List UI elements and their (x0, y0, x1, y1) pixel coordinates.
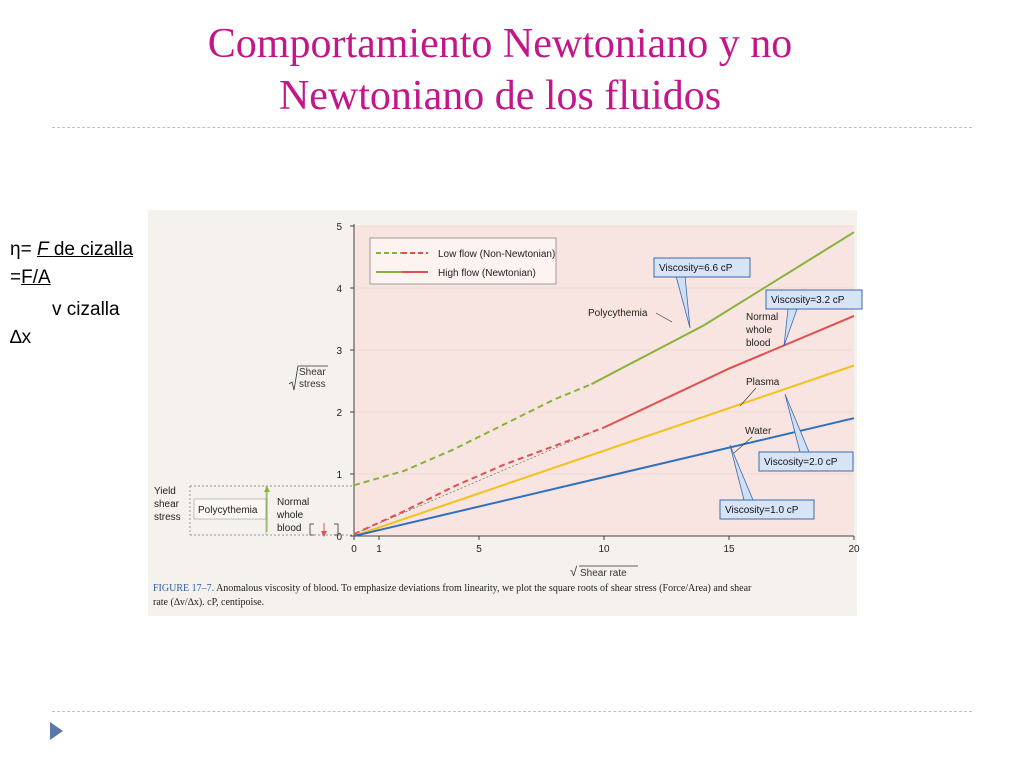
x-root-sign: √ (570, 564, 578, 579)
yield-label-yield: Yield (154, 486, 176, 497)
legend-low-flow: Low flow (Non-Newtonian) (438, 249, 556, 260)
label-normal: Normal (746, 312, 779, 323)
label-water: Water (745, 426, 772, 437)
delta-x: ∆x (10, 327, 32, 348)
y-tick-label: 4 (336, 284, 342, 295)
next-slide-arrow-icon[interactable] (50, 722, 63, 740)
y-axis-label (289, 366, 328, 390)
equals-sign: = (10, 267, 22, 288)
x-tick-label: 1 (376, 544, 382, 555)
caption-text-1: Anomalous viscosity of blood. To emphasize deviations from linearity, we plot the square roots of shear stress (Force/Area) and shear (216, 583, 752, 594)
x-label: Shear rate (580, 568, 627, 579)
figure-caption-line-1 (153, 583, 752, 594)
label-blood: blood (746, 338, 771, 349)
legend (370, 238, 556, 284)
legend-high-flow: High flow (Newtonian) (438, 268, 536, 279)
title-line-1: Comportamiento Newtoniano y no (207, 21, 793, 67)
force-over-area: F/A (21, 267, 51, 288)
yield-annotation (154, 486, 354, 535)
blood-viscosity-figure (148, 210, 860, 616)
viscosity-6-6-label: Viscosity=6.6 cP (659, 263, 733, 274)
force-symbol: F (36, 239, 49, 260)
y-tick-label: 1 (336, 470, 342, 481)
label-plasma: Plasma (746, 377, 780, 388)
yield-label-shear: shear (154, 499, 180, 510)
label-polycythemia: Polycythemia (588, 308, 648, 319)
viscosity-1-0-label: Viscosity=1.0 cP (725, 505, 799, 516)
yield-blood: blood (277, 523, 302, 534)
x-axis-label (570, 564, 638, 579)
x-tick-label: 0 (351, 544, 357, 555)
y-label-shear: Shear (299, 367, 326, 378)
yield-poly-arrowhead (264, 486, 270, 492)
label-whole: whole (746, 325, 773, 336)
y-tick-label: 5 (336, 222, 342, 233)
numerator-de-cizalla: de cizalla (53, 239, 134, 260)
yield-normal: Normal (277, 497, 310, 508)
y-label-stress: stress (299, 379, 326, 390)
numerator-shear-force (37, 239, 133, 260)
footer-divider (52, 711, 972, 712)
y-tick-label: 3 (336, 346, 342, 357)
title-divider (52, 127, 972, 128)
viscosity-2-0-label: Viscosity=2.0 cP (764, 457, 838, 468)
viscosity-3-2-label: Viscosity=3.2 cP (771, 295, 845, 306)
yield-polycythemia: Polycythemia (198, 505, 258, 516)
yield-bracket-left (310, 524, 314, 535)
figure-caption-line-2: rate (∆v/∆x). cP, centipoise. (153, 597, 265, 608)
denominator-v-cizalla: v cizalla (52, 299, 120, 320)
x-tick-label: 10 (598, 544, 610, 555)
eta-symbol: η= (10, 239, 32, 260)
yield-label-stress: stress (154, 512, 181, 523)
chart-svg (148, 210, 860, 616)
caption-figure-number: FIGURE 17–7. (153, 583, 215, 594)
y-tick-label: 2 (336, 408, 342, 419)
yield-whole: whole (277, 510, 304, 521)
y-tick-label: 0 (336, 532, 342, 543)
title-line-2: Newtoniano de los fluidos (278, 73, 722, 119)
slide-title (60, 18, 940, 122)
x-tick-label: 20 (848, 544, 860, 555)
x-tick-label: 15 (723, 544, 735, 555)
x-tick-label: 5 (476, 544, 482, 555)
